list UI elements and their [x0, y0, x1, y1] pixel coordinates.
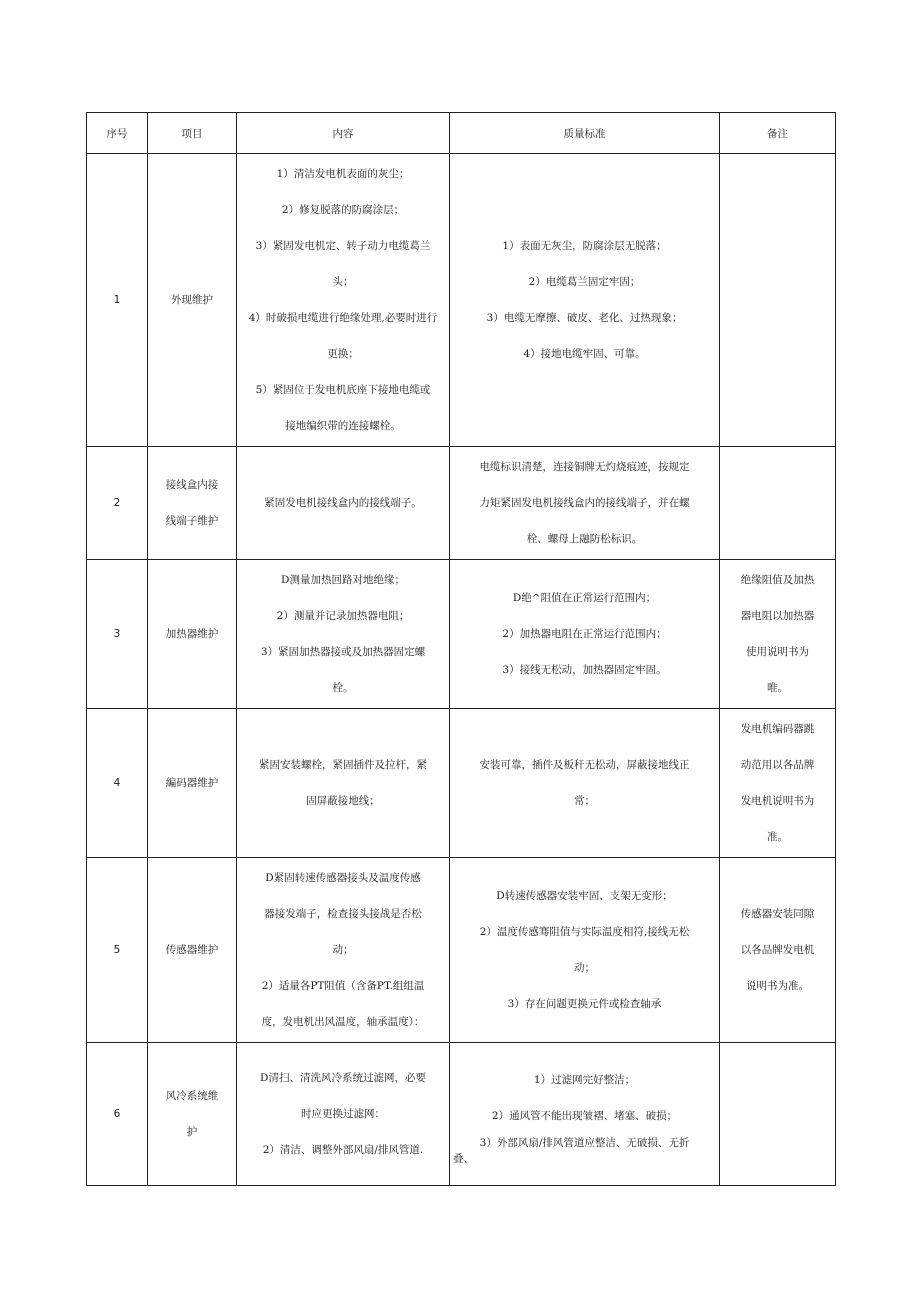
note-line: 使用说明书为 — [746, 646, 809, 658]
note-line: 传感器安装同隙 — [740, 908, 815, 920]
note-line: 以各品牌发电机 — [740, 944, 815, 956]
item-line: 外现维护 — [171, 294, 213, 306]
table-row — [87, 560, 836, 709]
quality-line: 3）接线无松动，加热器固定牢固。 — [502, 664, 667, 676]
quality-line: 2）电缆葛兰固定牢固； — [528, 276, 641, 288]
quality-line: D转速传感器安装牢固、支架无变形； — [496, 890, 673, 902]
row-number: 6 — [87, 1043, 148, 1186]
quality-cell — [450, 1043, 720, 1186]
item-line: 传感器维护 — [165, 944, 219, 956]
content-line: 更换； — [327, 348, 359, 360]
quality-cell — [450, 858, 720, 1043]
content-cell — [237, 1043, 450, 1186]
content-line: 度，发电机出风温度，轴承温度）： — [261, 1016, 425, 1028]
note-line: 绝缘阻值及加热 — [740, 574, 815, 586]
quality-line: 叠、 — [453, 1153, 474, 1165]
item-line: 編码器维护 — [165, 777, 219, 789]
header-row — [87, 113, 836, 154]
content-line: D紧固转速传感器接头及温度传感 — [265, 872, 421, 884]
content-line: 器接发端子，检查接头接战是否松 — [264, 908, 422, 920]
content-line: 3）紧固加热器接或及加热器固定螺 — [260, 646, 426, 658]
item-line: 风冷系统维 — [165, 1090, 219, 1102]
item-cell — [148, 447, 237, 560]
quality-line: 栓、螺母上融防松标识。 — [526, 533, 643, 545]
quality-line: 常； — [574, 795, 595, 807]
content-cell — [237, 154, 450, 447]
content-line: 头； — [332, 276, 354, 288]
table-row — [87, 709, 836, 858]
quality-line: 电缆标识清楚，连接铜牌无灼烧痕迹，按规定 — [479, 461, 690, 473]
content-line: 3）紧固发电机定、转子动力电缆葛兰 — [255, 240, 431, 252]
quality-cell — [450, 154, 720, 447]
item-cell — [148, 858, 237, 1043]
content-line: 动； — [332, 944, 354, 956]
content-line: 时应更换过滤网： — [301, 1108, 385, 1120]
quality-line: 3）电缆无摩擦、破皮、老化、过热现象； — [486, 312, 683, 324]
header-item: 项目 — [148, 113, 237, 154]
item-cell — [148, 154, 237, 447]
content-cell — [237, 858, 450, 1043]
quality-line: D绝^阻值在正常运行范围内； — [512, 592, 657, 604]
content-line: D测量加热回路对地绝缘； — [281, 574, 405, 586]
item-line: 接线盒内接 — [165, 479, 219, 491]
header-quality: 质量标准 — [450, 113, 720, 154]
quality-line: 动； — [574, 962, 595, 974]
content-line: 接地编织带的连接螺栓。 — [285, 420, 401, 432]
content-cell — [237, 709, 450, 858]
content-line: 2）清洁、调整外部风扇/排风管道. — [262, 1144, 424, 1156]
content-line: 紧固发电机接线盒内的接线端子。 — [264, 497, 422, 509]
content-line: 固屏蔽接地线； — [306, 795, 380, 807]
item-line: 加热器维护 — [165, 628, 219, 640]
row-number: 4 — [87, 709, 148, 858]
quality-line: 2）加热器电阻在正常运行范围内； — [502, 628, 667, 640]
content-line: 栓。 — [332, 682, 354, 694]
note-line: 说明书为准。 — [746, 980, 809, 992]
row-number: 1 — [87, 154, 148, 447]
item-cell — [148, 709, 237, 858]
quality-line: 力矩紧固发电机接线盒内的接线端子，并在螺 — [479, 497, 690, 509]
item-cell — [148, 560, 237, 709]
header-note: 备注 — [720, 113, 836, 154]
table-row — [87, 154, 836, 447]
note-line: 准。 — [767, 831, 788, 843]
content-line: 2）测量并记录加热器电阻； — [276, 610, 410, 622]
maintenance-table — [86, 112, 836, 1186]
content-line: 2）适量各PT阻值（含备PT.组组温 — [261, 980, 425, 992]
quality-cell — [450, 709, 720, 858]
table-row — [87, 858, 836, 1043]
note-line: 唯。 — [767, 682, 788, 694]
content-line: D清扫、清洗风冷系统过滤网，必要 — [260, 1072, 426, 1084]
content-cell — [237, 560, 450, 709]
note-cell — [720, 1043, 836, 1186]
quality-line: 安装可靠，插件及板秆无松动，屏蔽接地线正 — [479, 759, 690, 771]
header-no: 序号 — [87, 113, 148, 154]
content-line: 5）紧固位于发电机底座下接地电缆或 — [255, 384, 431, 396]
content-line: 4）时破损电缆进行绝缘处理,必要时进行 — [248, 312, 438, 324]
quality-line: 2）通风管不能出现皱褶、堵塞、破损； — [491, 1110, 678, 1122]
quality-line: 4）接地电缆牢固、可靠。 — [523, 348, 646, 360]
note-cell — [720, 154, 836, 447]
header-content: 内容 — [237, 113, 450, 154]
row-number: 3 — [87, 560, 148, 709]
note-cell — [720, 560, 836, 709]
note-line: 发电机说明书为 — [740, 795, 815, 807]
note-cell — [720, 447, 836, 560]
content-cell — [237, 447, 450, 560]
item-line: 线端子维护 — [165, 515, 219, 527]
content-line: 2）修复脱落的防腐涂层； — [281, 204, 405, 216]
note-cell — [720, 858, 836, 1043]
row-number: 2 — [87, 447, 148, 560]
quality-line: 2）温度传感骞阻值与实际温度相符,接线无松 — [479, 926, 690, 938]
content-line: 1）清洁发电机表面的灰尘； — [276, 168, 410, 180]
quality-line: 1）表面无灰尘，防腐涂层无脱落； — [502, 240, 667, 252]
table-row — [87, 447, 836, 560]
note-cell — [720, 709, 836, 858]
table-row — [87, 1043, 836, 1186]
note-line: 器电阻以加热器 — [740, 610, 815, 622]
note-line: 动范用以各品牌 — [740, 759, 815, 771]
quality-line: 3）存在问题更换元件或检查轴承 — [507, 998, 662, 1010]
quality-line: 1）过滤网完好整洁； — [533, 1074, 636, 1086]
content-line: 紧固安装螺栓，紧固插件及拉杆，紧 — [259, 759, 427, 771]
quality-cell — [450, 560, 720, 709]
item-line: 护 — [186, 1126, 198, 1138]
note-line: 发电机编码器跳 — [740, 723, 815, 735]
item-cell — [148, 1043, 237, 1186]
row-number: 5 — [87, 858, 148, 1043]
quality-cell — [450, 447, 720, 560]
quality-line: 3）外部风扇/排风管道应整洁、无破损、无折 — [479, 1137, 690, 1149]
